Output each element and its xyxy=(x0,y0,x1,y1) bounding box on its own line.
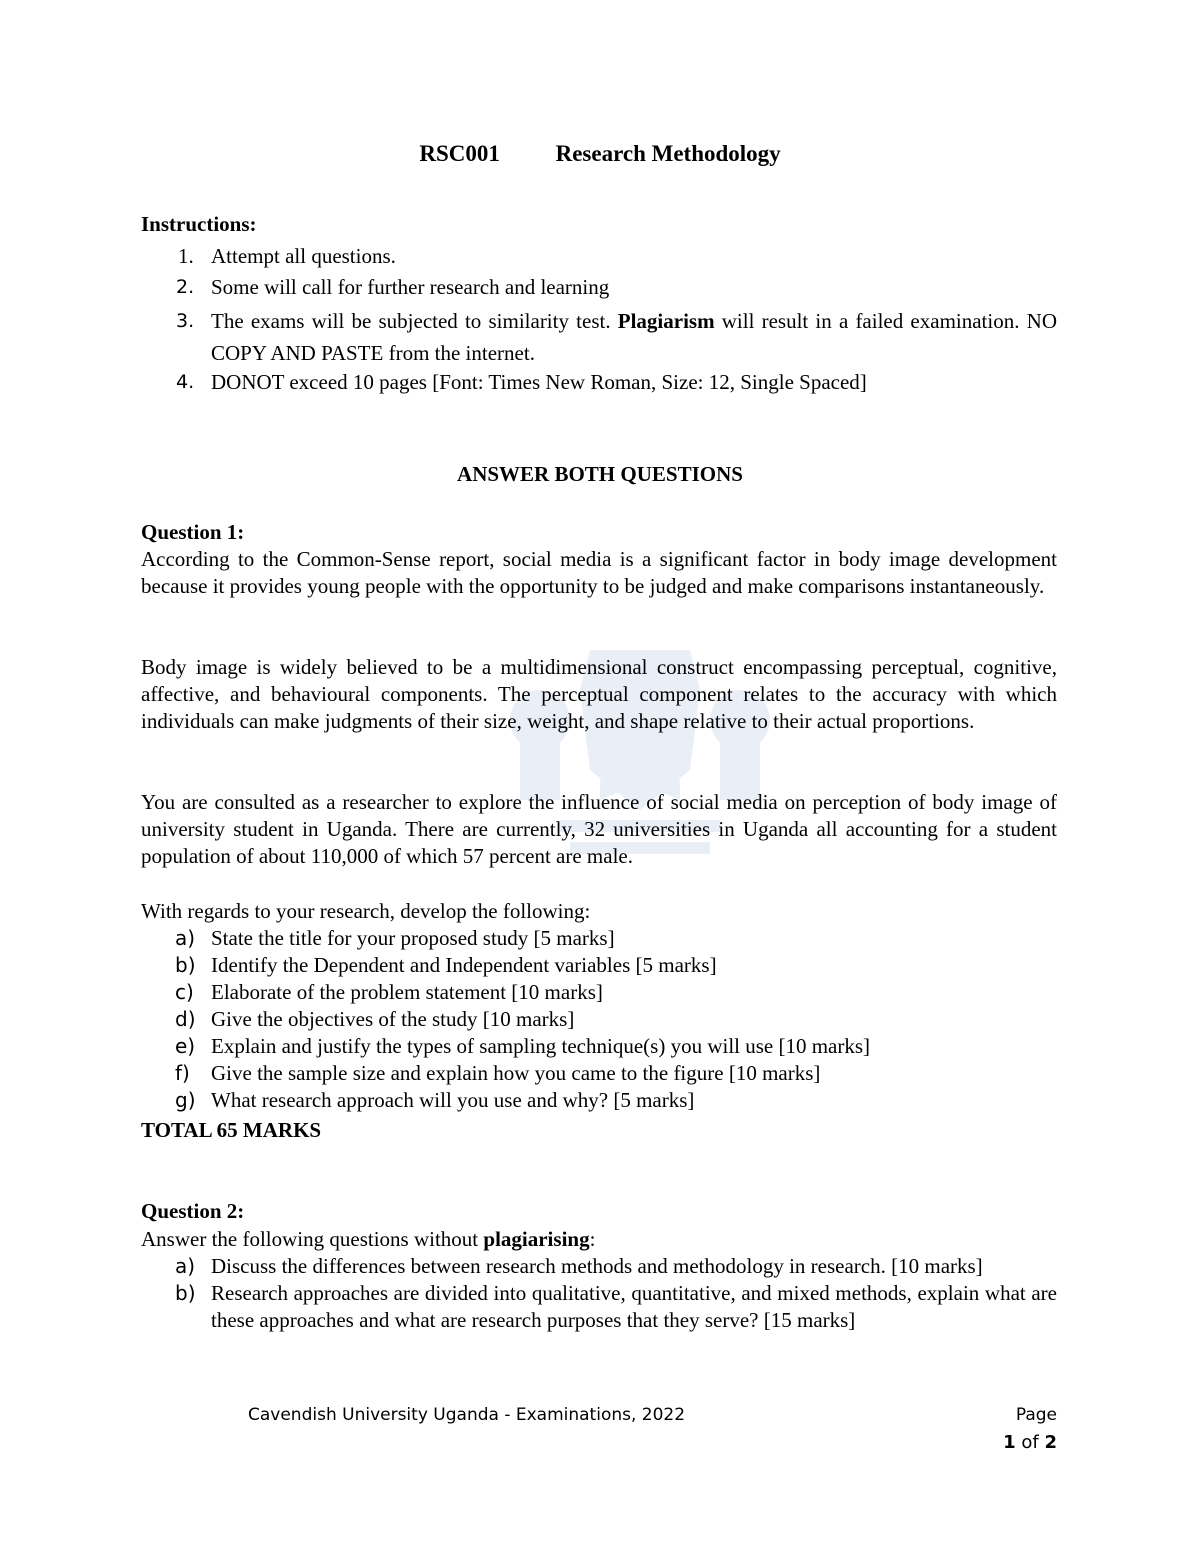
question-item xyxy=(141,1033,1057,1060)
item-text: What research approach will you use and why? [5 marks] xyxy=(211,1088,695,1112)
question-item xyxy=(141,925,1057,952)
item-text: State the title for your proposed study [5 marks] xyxy=(211,926,615,950)
item-letter: c) xyxy=(175,980,194,1004)
instruction-text: DONOT exceed 10 pages [Font: Times New Roman, Size: 12, Single Spaced] xyxy=(211,370,867,394)
question1-items-wrap xyxy=(141,925,1057,1114)
instruction-number: 3. xyxy=(176,310,195,332)
item-letter: d) xyxy=(175,1007,196,1031)
question1-items xyxy=(141,925,1057,1114)
item-letter: b) xyxy=(175,953,196,977)
question1-paragraph: Body image is widely believed to be a multidimensional construct encompassing perceptual, cognitive, affective, and behavioural components. The perceptual component relates to the accuracy with which individuals can make judgments of their size, weight, and shape relative to their actual proportions. xyxy=(141,655,1057,733)
item-text: Elaborate of the problem statement [10 marks] xyxy=(211,980,603,1004)
question-item xyxy=(141,1280,1057,1334)
question2-lead-punct: : xyxy=(589,1227,596,1251)
question2-items-wrap xyxy=(141,1253,1057,1334)
page-of: of xyxy=(1021,1432,1039,1453)
question2-items xyxy=(141,1253,1057,1334)
question-item xyxy=(141,1087,1057,1114)
question-item xyxy=(141,1006,1057,1033)
item-letter: a) xyxy=(175,1254,196,1278)
instruction-number: 2. xyxy=(176,276,195,298)
question1-heading: Question 1: xyxy=(141,520,245,544)
instructions-list-wrap xyxy=(141,243,1057,396)
instruction-bold: Plagiarism xyxy=(617,309,715,333)
instruction-number: 1. xyxy=(178,244,194,268)
answer-heading: ANSWER BOTH QUESTIONS xyxy=(457,462,743,486)
instructions-list xyxy=(141,243,1057,396)
page-title xyxy=(0,139,1200,169)
instruction-item xyxy=(141,305,1057,369)
instructions-heading: Instructions: xyxy=(141,212,257,236)
item-letter: a) xyxy=(175,926,196,950)
item-text: Give the objectives of the study [10 marks] xyxy=(211,1007,575,1031)
item-letter: g) xyxy=(175,1088,196,1112)
question-item xyxy=(141,1060,1057,1087)
item-text: Discuss the differences between research methods and methodology in research. [10 marks] xyxy=(211,1254,983,1278)
footer-institution: Cavendish University Uganda - Examinations, 2022 xyxy=(248,1405,686,1425)
item-text: Research approaches are divided into qualitative, quantitative, and mixed methods, explain what are these approaches and what are research purposes that they serve? [15 marks] xyxy=(211,1281,1057,1332)
question1-section xyxy=(141,519,1057,546)
question2-lead-bold: plagiarising xyxy=(483,1227,590,1251)
question-item xyxy=(141,1253,1057,1280)
item-letter: e) xyxy=(175,1034,196,1058)
item-text: Explain and justify the types of sampling technique(s) you will use [10 marks] xyxy=(211,1034,871,1058)
question1-paragraph: According to the Common-Sense report, social media is a significant factor in body image development because it provides young people with the opportunity to be judged and make comparisons instantaneously. xyxy=(141,547,1057,598)
question-item xyxy=(141,979,1057,1006)
course-code: RSC001 xyxy=(419,141,500,166)
footer-page-number xyxy=(1003,1432,1057,1454)
question2-heading: Question 2: xyxy=(141,1199,245,1223)
item-text: Identify the Dependent and Independent variables [5 marks] xyxy=(211,953,717,977)
page-total: 2 xyxy=(1044,1432,1057,1453)
instruction-text: Attempt all questions. xyxy=(211,244,396,268)
instruction-item xyxy=(141,274,1057,305)
question2-lead-in xyxy=(141,1226,1057,1253)
question2-lead-text: Answer the following questions without xyxy=(141,1227,484,1251)
instruction-item xyxy=(141,369,1057,396)
item-text: Give the sample size and explain how you came to the figure [10 marks] xyxy=(211,1061,821,1085)
instruction-number: 4. xyxy=(176,371,195,393)
instruction-text-after: will result in a failed examination. NO COPY AND PASTE from the internet. xyxy=(211,309,1057,365)
footer-page-label: Page xyxy=(1015,1405,1057,1425)
instruction-item xyxy=(141,243,1057,274)
question1-lead-in: With regards to your research, develop the following: xyxy=(141,899,591,923)
question1-paragraph: You are consulted as a researcher to explore the influence of social media on perception of body image of university student in Uganda. There are currently, 32 universities in Uganda all accounting for a student population of about 110,000 of which 57 percent are male. xyxy=(141,790,1057,868)
question-item xyxy=(141,952,1057,979)
instructions-section xyxy=(141,211,1057,238)
page-current: 1 xyxy=(1003,1432,1016,1453)
item-letter: f) xyxy=(175,1061,190,1085)
course-title: Research Methodology xyxy=(555,141,781,166)
instruction-text-before: The exams will be subjected to similarity test. xyxy=(211,309,618,333)
item-letter: b) xyxy=(175,1281,196,1305)
instruction-text: Some will call for further research and learning xyxy=(211,275,610,299)
question1-total: TOTAL 65 MARKS xyxy=(141,1118,322,1142)
